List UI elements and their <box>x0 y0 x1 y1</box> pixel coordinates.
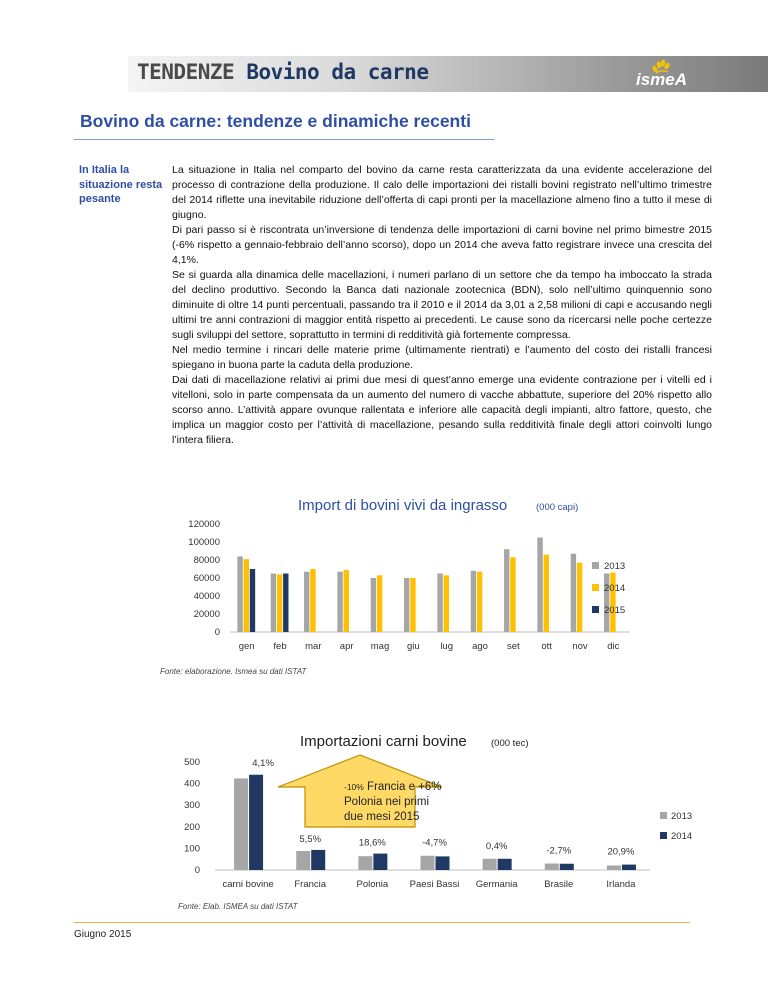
chart1-title: Import di bovini vivi da ingrasso <box>298 497 508 514</box>
bar-2014-carni bovine <box>249 775 263 870</box>
title-underline <box>74 139 494 140</box>
chart-live-cattle-imports <box>160 492 650 662</box>
bar-2014-nov <box>577 563 582 632</box>
x-tick-label: mag <box>370 641 390 652</box>
x-tick-label: Germania <box>475 879 518 890</box>
callout-arrow <box>278 755 442 827</box>
x-tick-label: Polonia <box>356 879 389 890</box>
x-tick-label: Brasile <box>544 879 574 890</box>
bar-2015-feb <box>283 574 288 633</box>
data-label: -4,7% <box>422 837 447 849</box>
callout-percent: -10% <box>344 782 364 792</box>
x-tick-label: feb <box>273 641 287 652</box>
y-tick-label: 80000 <box>193 555 220 566</box>
legend-label: 2014 <box>671 831 693 842</box>
data-label: 0,4% <box>485 840 508 852</box>
footer-rule <box>74 922 690 923</box>
x-tick-label: dic <box>607 641 620 652</box>
x-tick-label: set <box>506 641 520 652</box>
x-tick-label: ago <box>472 641 488 652</box>
y-tick-label: 120000 <box>188 519 220 530</box>
bar-2013-apr <box>337 572 342 632</box>
x-tick-label: nov <box>572 641 588 652</box>
legend-label: 2014 <box>604 583 626 594</box>
bar-2013-gen <box>237 556 242 632</box>
y-tick-label: 60000 <box>193 573 220 584</box>
bar-2013-Brasile <box>545 864 559 870</box>
bar-2013-Irlanda <box>607 865 621 870</box>
legend-swatch-2014 <box>660 832 667 839</box>
bar-2014-Polonia <box>373 854 387 870</box>
side-note: In Italia la situazione resta pesante <box>79 164 163 205</box>
bar-2014-Francia <box>311 850 325 870</box>
x-tick-label: gen <box>238 641 255 652</box>
data-label: 18,6% <box>358 837 386 849</box>
chart1-source: Fonte: elaborazione. Ismea su dati ISTAT <box>160 667 307 676</box>
x-tick-label: Irlanda <box>606 879 636 890</box>
y-tick-label: 100000 <box>188 537 220 548</box>
bar-2013-carni bovine <box>234 778 248 870</box>
paragraph: Dai dati di macellazione relativi ai primi due mesi di quest’anno emerge una evidente contrazione per i vitelli ed i vitelloni, solo in parte compensata da un aumento del numero di vacche abbattute, superiore del 20% rispetto allo scorso anno. L’attività appare ovunque rallentata e inferiore alle capacità degli impianti, altro fattore, questo, che implica un maggior costo per l’attività di macellazione, pesando sulla redditività finale degli attori coinvolti lungo l’intera filiera. <box>172 374 712 446</box>
bar-2014-feb <box>277 574 282 632</box>
page-title: Bovino da carne: tendenze e dinamiche recenti <box>80 111 471 131</box>
bar-2014-lug <box>444 575 449 632</box>
chart2-source: Fonte: Elab. ISMEA su dati ISTAT <box>178 902 298 911</box>
callout-line2: Polonia nei primi <box>344 796 430 808</box>
callout-line3: due mesi 2015 <box>344 811 420 823</box>
bar-2013-ago <box>471 571 476 632</box>
chart2-title-unit: (000 tec) <box>491 738 529 749</box>
bar-2013-mag <box>371 578 376 632</box>
bar-2013-giu <box>404 578 409 632</box>
chart1-title-unit: (000 capi) <box>536 502 579 513</box>
paragraph: Di pari passo si è riscontrata un’inversione di tendenza delle importazioni di carni bovine nel primo bimestre 2015 (-6% rispetto a gennaio-febbraio dell’anno scorso), dopo un 2014 che aveva fatto registrare invece una crescita del 4,1%. <box>172 224 712 266</box>
x-tick-label: Paesi Bassi <box>409 879 460 890</box>
y-tick-label: 40000 <box>193 591 220 602</box>
callout-line1 <box>344 781 442 793</box>
bar-2014-Brasile <box>560 864 574 870</box>
x-tick-label: mar <box>305 641 322 652</box>
callout-text: Francia e +6% <box>363 781 442 793</box>
footer-date: Giugno 2015 <box>74 929 132 940</box>
bar-2014-Paesi Bassi <box>436 856 450 870</box>
header-word-subject: Bovino da carne <box>246 60 429 84</box>
bar-2014-dic <box>610 573 615 632</box>
bar-2014-Irlanda <box>622 865 636 870</box>
bar-2014-mag <box>377 575 382 632</box>
x-tick-label: lug <box>440 641 454 652</box>
x-tick-label: giu <box>406 641 420 652</box>
chart-beef-imports <box>160 725 700 895</box>
bar-2014-set <box>510 557 515 632</box>
y-tick-label: 100 <box>184 843 200 855</box>
x-tick-label: ott <box>541 641 552 652</box>
header-title <box>137 60 428 84</box>
bar-2013-Francia <box>296 851 310 870</box>
bar-2014-ago <box>477 572 482 632</box>
legend-swatch-2015 <box>592 606 599 613</box>
data-label: 5,5% <box>299 833 322 845</box>
bar-2013-set <box>504 549 509 632</box>
bar-2014-apr <box>344 570 349 632</box>
legend-label: 2013 <box>604 561 626 572</box>
x-tick-label: Francia <box>294 879 327 890</box>
data-label: 20,9% <box>607 846 635 858</box>
paragraph: Nel medio termine i rincari delle materie prime (ultimamente rientrati) e l’aumento del costo dei ristalli francesi spiegano in buona parte la caduta della produzione. <box>172 344 712 371</box>
y-tick-label: 400 <box>184 778 200 790</box>
y-tick-label: 20000 <box>193 609 220 620</box>
legend-label: 2013 <box>671 811 693 822</box>
bar-2014-mar <box>310 569 315 632</box>
x-tick-label: carni bovine <box>222 879 274 890</box>
bar-2014-ott <box>544 555 549 632</box>
bar-2013-feb <box>271 574 276 633</box>
legend-swatch-2014 <box>592 584 599 591</box>
body-text <box>172 163 712 448</box>
chart2-title: Importazioni carni bovine <box>300 733 467 750</box>
paragraph: La situazione in Italia nel comparto del bovino da carne resta caratterizzata da una evidente accelerazione del processo di contrazione della produzione. Il calo delle importazioni dei ristalli bovini registrato nell’ultimo trimestre del 2014 riflette una inevitabile riduzione dell’offerta di capi pronti per la macellazione almeno fino a tutto il mese di giugno. <box>172 164 712 221</box>
y-tick-label: 300 <box>184 800 200 812</box>
y-tick-label: 500 <box>184 757 200 768</box>
bar-2013-Germania <box>483 859 497 870</box>
bar-2014-giu <box>410 578 415 632</box>
legend-label: 2015 <box>604 605 626 616</box>
bar-2015-gen <box>250 569 255 632</box>
bar-2013-ott <box>537 538 542 633</box>
legend-swatch-2013 <box>660 812 667 819</box>
y-tick-label: 0 <box>194 865 200 876</box>
bar-2013-Paesi Bassi <box>421 856 435 870</box>
header-word-tendenze: TENDENZE <box>137 60 235 84</box>
paragraph: Se si guarda alla dinamica delle macellazioni, i numeri parlano di un settore che da tempo ha imboccato la strada del declino produttivo. Secondo la Banca dati nazionale zootecnica (BDN), solo nell’ultimo quinquennio sono diminuite di oltre 14 punti percentuali, passando tra il 2010 e il 2014 da 3,01 a 2,58 milioni di capi e accusando negli ultimi tre anni contrazioni di maggior entità rispetto ai precedenti. Le cause sono da ricercarsi nelle poche certezze sugli sviluppi del settore, soprattutto in termini di redditività già fortemente compressa. <box>172 269 712 341</box>
bar-2013-Polonia <box>358 856 372 870</box>
logo-wordmark: ismeA <box>636 70 688 89</box>
x-tick-label: apr <box>339 641 354 652</box>
y-tick-label: 0 <box>214 627 220 638</box>
legend-swatch-2013 <box>592 562 599 569</box>
data-label: -2,7% <box>546 845 572 857</box>
bar-2013-lug <box>437 574 442 633</box>
bar-2014-Germania <box>498 859 512 870</box>
bar-2013-mar <box>304 572 309 632</box>
bar-2013-nov <box>571 554 576 632</box>
data-label: 4,1% <box>252 758 274 769</box>
y-tick-label: 200 <box>184 821 200 833</box>
bar-2014-gen <box>244 559 249 632</box>
